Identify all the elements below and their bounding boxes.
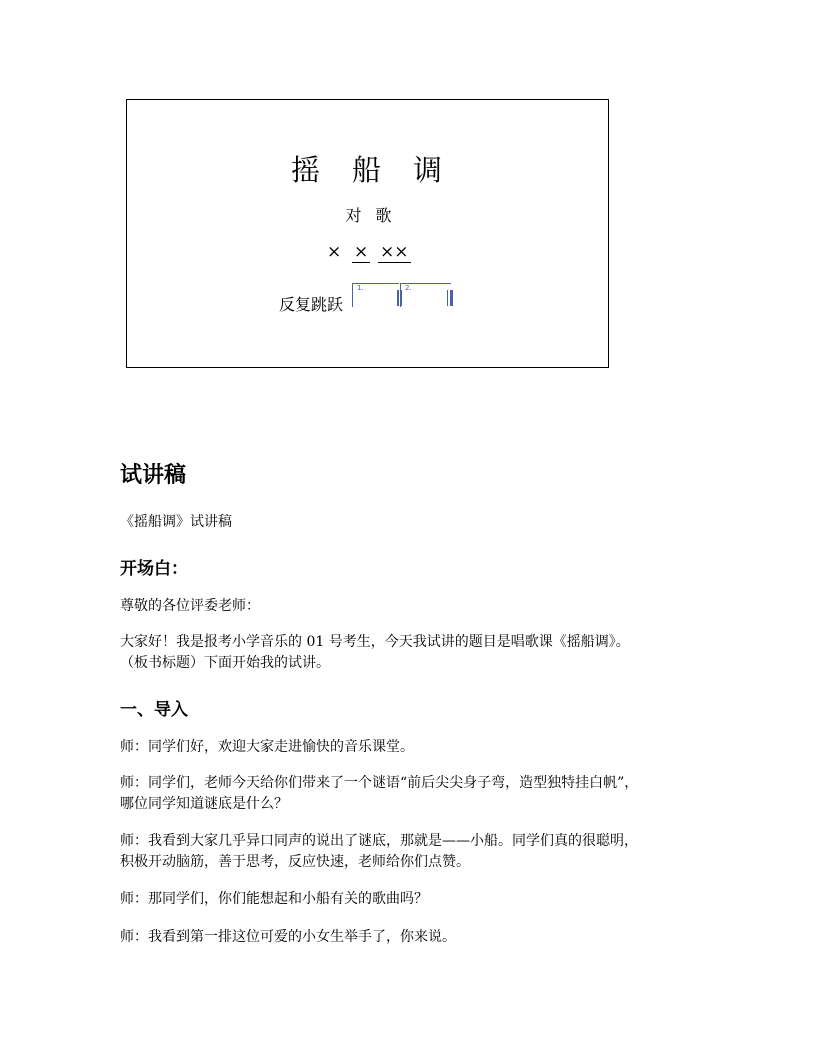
- paragraph: [120, 773, 710, 815]
- volta-bracket-1: [352, 283, 399, 307]
- section-heading-opening: 开场白：: [120, 559, 188, 579]
- paragraph-line: 哪位同学知道谜底是什么？: [120, 796, 288, 812]
- title-char: 调: [413, 153, 447, 187]
- rhythm-note: ×: [354, 242, 369, 262]
- page-heading: 试讲稿: [120, 463, 187, 488]
- rhythm-note: ×: [327, 242, 342, 262]
- section-heading-intro: 一、导入: [120, 700, 188, 720]
- doc-title: 《摇船调》试讲稿: [120, 514, 232, 530]
- paragraph: 师：那同学们，你们能想起和小船有关的歌曲吗？: [120, 891, 428, 907]
- rhythm-note-pair: ××: [380, 242, 409, 262]
- paragraph-line: 积极开动脑筋，善于思考，反应快速，老师给你们点赞。: [120, 854, 470, 870]
- subtitle-char: 对: [345, 206, 362, 225]
- title-char: 摇: [290, 153, 324, 187]
- paragraph: [120, 831, 710, 873]
- bar-line: [447, 290, 448, 306]
- blackboard-frame: [126, 99, 609, 368]
- subtitle-char: 歌: [375, 206, 392, 225]
- paragraph-line: 大家好！我是报考小学音乐的 01 号考生，今天我试讲的题目是唱歌课《摇船调》。: [120, 634, 630, 650]
- paragraph-line: （板书标题）下面开始我的试讲。: [120, 655, 330, 671]
- volta-bracket-2: [400, 283, 451, 307]
- paragraph-line: 师：我看到大家几乎异口同声的说出了谜底，那就是——小船。同学们真的很聪明，: [120, 833, 638, 849]
- final-bar-line: [450, 290, 453, 306]
- volta-number: 2.: [405, 284, 412, 292]
- title-char: 船: [351, 153, 385, 187]
- greeting-paragraph: 尊敬的各位评委老师：: [120, 598, 260, 614]
- paragraph: 师：我看到第一排这位可爱的小女生举手了，你来说。: [120, 929, 456, 945]
- intro-paragraph: [120, 632, 710, 674]
- repeat-label: 反复跳跃: [279, 295, 344, 314]
- volta-number: 1.: [357, 284, 364, 292]
- bar-line: [401, 290, 402, 306]
- board-song-title: [127, 148, 610, 189]
- repeat-bar-line: [397, 290, 399, 306]
- paragraph: 师：同学们好，欢迎大家走进愉快的音乐课堂。: [120, 739, 414, 755]
- paragraph-line: 师：同学们，老师今天给你们带来了一个谜语“前后尖尖身子弯，造型独特挂白帆”，: [120, 775, 639, 791]
- board-subtitle: [127, 203, 610, 226]
